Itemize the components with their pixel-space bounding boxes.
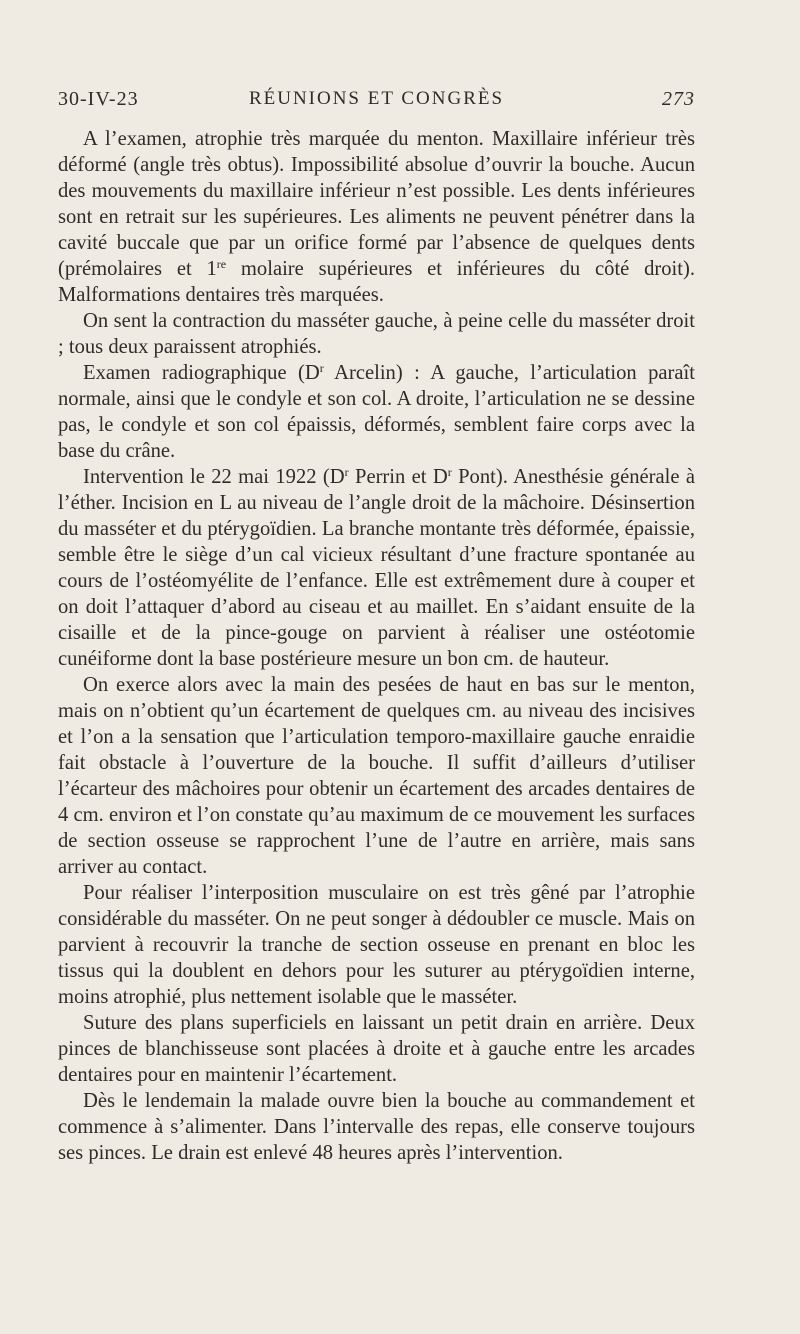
superscript-text: re bbox=[216, 257, 227, 271]
paragraph bbox=[58, 308, 695, 360]
document-page bbox=[58, 88, 695, 1166]
body-text bbox=[58, 126, 695, 1166]
paragraph-text: Suture des plans superficiels en laissant un petit drain en arrière. Deux pinces de blanchisseuse sont placées à droite et à gauche entre les arcades dentaires pour en maintenir l’écartement. bbox=[58, 1012, 695, 1086]
running-header bbox=[58, 88, 695, 126]
page-number: 273 bbox=[662, 88, 695, 110]
superscript-text: r bbox=[319, 361, 324, 375]
header-section-title: RÉUNIONS ET CONGRÈS bbox=[248, 88, 505, 109]
paragraph bbox=[58, 1010, 695, 1088]
paragraph-text: A l’examen, atrophie très marquée du menton. Maxillaire inférieur très déformé (angle très obtus). Impossibilité absolue d’ouvrir la bouche. Aucun des mouvements du maxillaire inférieur n’est possible. Les dents inférieures sont en retrait sur les supérieures. Les aliments ne peuvent pénétrer dans la cavité buccale que par un orifice formé par l’absence de quelques dents (prémolaires et 1 bbox=[58, 128, 695, 280]
paragraph-text: On exerce alors avec la main des pesées de haut en bas sur le menton, mais on n’obtient qu’un écartement de quelques cm. au niveau des incisives et l’on a la sensation que l’articulation temporo-maxillaire gauche enraidie fait obstacle à l’ouverture de la bouche. Il suffit d’ailleurs d’utiliser l’écarteur des mâchoires pour obtenir un écartement des arcades dentaires de 4 cm. environ et l’on constate qu’au maximum de ce mouvement les surfaces de section osseuse se rapprochent l’une de l’autre en arrière, mais sans arriver au contact. bbox=[58, 674, 695, 878]
paragraph-text: On sent la contraction du masséter gauche, à peine celle du masséter droit ; tous deux paraissent atrophiés. bbox=[58, 310, 695, 358]
paragraph-text: Perrin et D bbox=[348, 466, 448, 488]
paragraph-text: Arcelin) : A gauche, l’articulation paraît normale, ainsi que le condyle et son col. A droite, l’articulation ne se dessine pas, le condyle et son col épaissis, déformés, semblent faire corps avec la base du crâne. bbox=[58, 362, 695, 462]
paragraph-text: Examen radiographique (D bbox=[83, 362, 320, 384]
paragraph-text: Dès le lendemain la malade ouvre bien la bouche au commandement et commence à s’alimenter. Dans l’intervalle des repas, elle conserve toujours ses pinces. Le drain est enlevé 48 heures après l’intervention. bbox=[58, 1090, 695, 1164]
paragraph-text: molaire supérieures et inférieures du côté droit). Malformations dentaires très marquées. bbox=[58, 258, 695, 306]
superscript-text: r bbox=[447, 465, 452, 479]
paragraph bbox=[58, 672, 695, 880]
paragraph-text: Intervention le 22 mai 1922 (D bbox=[83, 466, 345, 488]
paragraph bbox=[58, 464, 695, 672]
paragraph bbox=[58, 880, 695, 1010]
paragraph-text: Pont). Anesthésie générale à l’éther. Incision en L au niveau de l’angle droit de la mâchoire. Désinsertion du masséter et du ptérygoïdien. La branche montante très déformée, épaissie, semble être le siège d’un cal vicieux résultant d’une fracture spontanée au cours de l’ostéomyélite de l’enfance. Elle est extrêmement dure à couper et on doit l’attaquer d’abord au ciseau et au maillet. En s’aidant ensuite de la cisaille et de la pince-gouge on parvient à réaliser une ostéotomie cunéiforme dont la base postérieure mesure un bon cm. de hauteur. bbox=[58, 466, 696, 670]
paragraph bbox=[58, 126, 695, 308]
superscript-text: r bbox=[344, 465, 349, 479]
header-date: 30-IV-23 bbox=[58, 88, 139, 110]
paragraph bbox=[58, 360, 695, 464]
paragraph bbox=[58, 1088, 695, 1166]
paragraph-text: Pour réaliser l’interposition musculaire on est très gêné par l’atrophie considérable du masséter. On ne peut songer à dédoubler ce muscle. Mais on parvient à recouvrir la tranche de section osseuse en prenant en bloc les tissus qui la doublent en dehors pour les suturer au ptérygoïdien interne, moins atrophié, plus nettement isolable que le masséter. bbox=[58, 882, 695, 1008]
